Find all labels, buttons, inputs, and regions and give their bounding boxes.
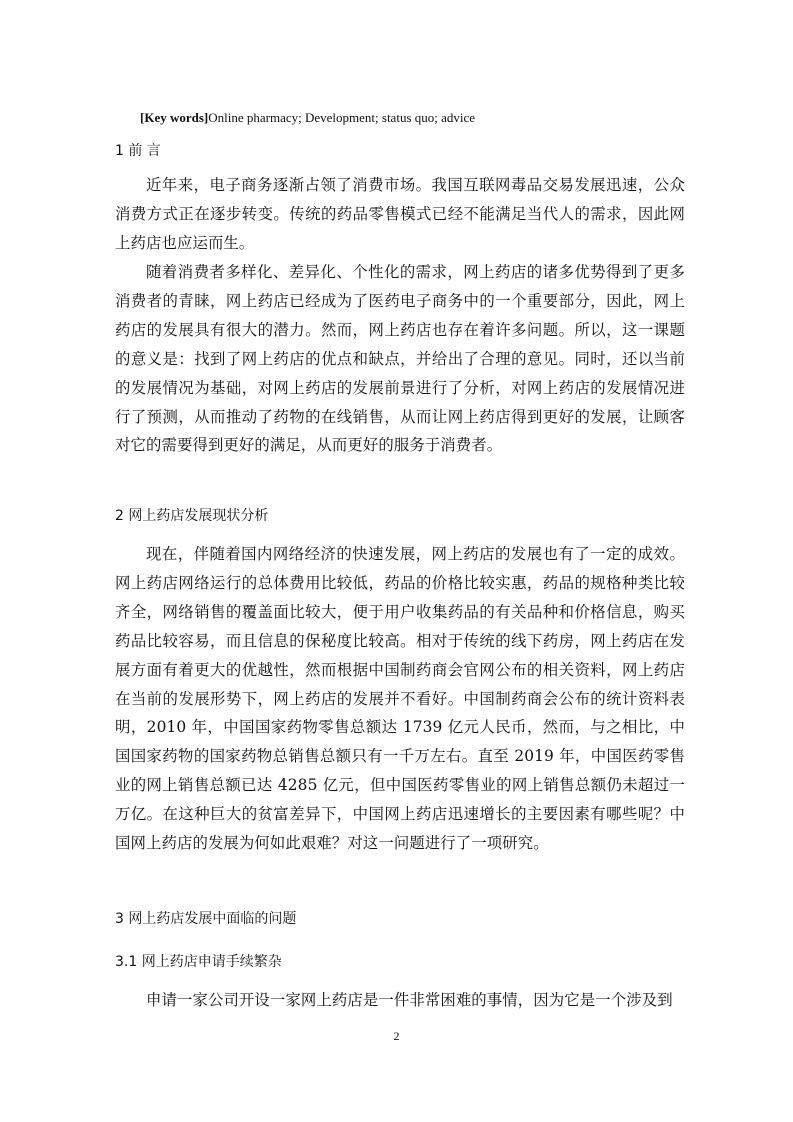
section-3-1-heading: 3.1 网上药店申请手续繁杂	[115, 954, 282, 970]
section-1-heading: 1 前 言	[115, 143, 161, 159]
section-3-heading: 3 网上药店发展中面临的问题	[115, 911, 297, 927]
section-2-heading: 2 网上药店发展现状分析	[115, 508, 269, 524]
section-1-paragraph-1: 近年来，电子商务逐渐占领了消费市场。我国互联网毒品交易发展迅速，公众消费方式正在逐步转变。传统的药品零售模式已经不能满足当代人的需求，因此网上药店也应运而生。	[115, 176, 685, 252]
page-number: 2	[393, 1029, 400, 1043]
keywords-text: Online pharmacy; Development; status quo; advice	[208, 110, 476, 125]
section-1-paragraph-2: 随着消费者多样化、差异化、个性化的需求，网上药店的诸多优势得到了更多消费者的青睐，网上药店已经成为了医药电子商务中的一个重要部分，因此，网上药店的发展具有很大的潜力。然而，网上药店也存在着许多问题。所以，这一课题的意义是：找到了网上药店的优点和缺点，并给出了合理的意见。同时，还以当前的发展情况为基础，对网上药店的发展前景进行了分析，对网上药店的发展情况进行了预测，从而推动了药物的在线销售，从而让网上药店得到更好的发展，让顾客对它的需要得到更好的满足，从而更好的服务于消费者。	[115, 263, 685, 455]
keywords-label: [Key words]	[140, 110, 209, 125]
section-3-1-paragraph: 申请一家公司开设一家网上药店是一件非常困难的事情，因为它是一个涉及到	[146, 991, 673, 1009]
section-2-paragraph: 现在，伴随着国内网络经济的快速发展，网上药店的发展也有了一定的成效。网上药店网络运行的总体费用比较低，药品的价格比较实惠，药品的规格种类比较齐全，网络销售的覆盖面比较大，便于用户收集药品的有关品种和价格信息，购买药品比较容易，而且信息的保秘度比较高。相对于传统的线下药房，网上药店在发展方面有着更大的优越性，然而根据中国制药商会官网公布的相关资料，网上药店在当前的发展形势下，网上药店的发展并不看好。中国制药商会公布的统计资料表明，2010 年，中国国家药物零售总额达 1739 亿元人民币，然而，与之相比，中国国家药物的国家药物总销售总额只有一千万左右。直至 2019 年，中国医药零售业的网上销售总额已达 4285 亿元，但中国医药零售业的网上销售总额仍未超过一万亿。在这种巨大的贫富差异下，中国网上药店迅速增长的主要因素有哪些呢？中国网上药店的发展为何如此艰难？对这一问题进行了一项研究。	[115, 545, 685, 853]
keywords-line	[140, 110, 475, 126]
